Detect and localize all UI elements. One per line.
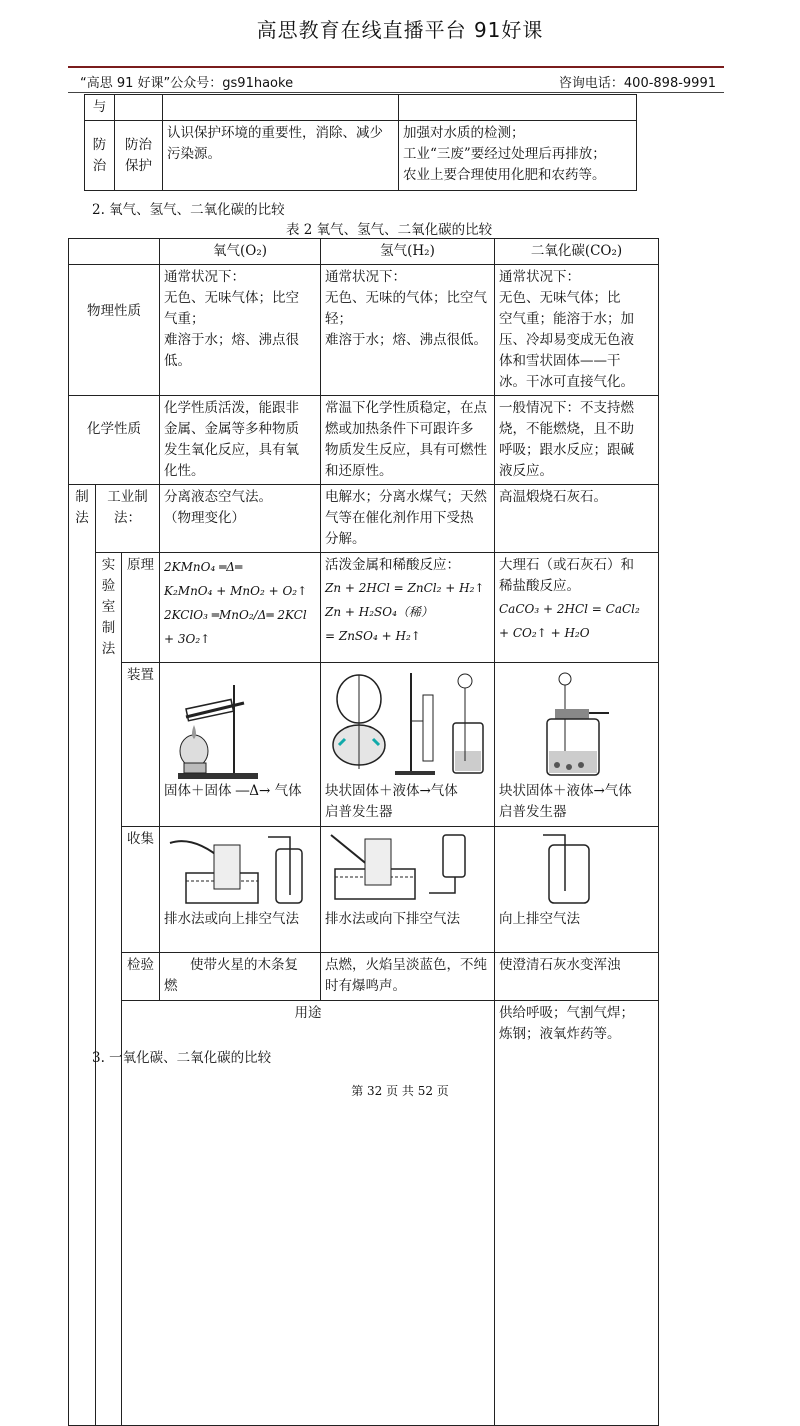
apparatus-o2-caption: 固体＋固体 ―Δ→ 气体 [164,783,302,799]
test-o2-l1: 使带火星的木条复 [190,957,298,973]
principle-co2-eq1: CaCO₃ + 2HCl = CaCl₂ [499,602,640,616]
apparatus-o2 [160,663,321,827]
test-h2-l2: 时有爆鸣声。 [325,978,406,994]
industrial-o2-l2: （物理变化） [164,510,245,526]
industrial-h2-l1: 电解水；分离水煤气；天然 [325,489,487,505]
physical-o2-l4: 难溶于水；熔、沸点很 [164,332,299,348]
physical-h2-l3: 轻； [325,311,352,327]
top-r2c4-l2: 工业“三废”要经过处理后再排放； [403,146,606,162]
use-o2-l2: 炼钢；液氧炸药等。 [499,1026,621,1042]
physical-h2 [321,265,495,396]
chemical-co2-l1: 一般情况下：不支持燃 [499,400,634,416]
top-table [84,94,637,191]
physical-h2-l2: 无色、无味的气体；比空气 [325,290,487,306]
top-r2c4-l1: 加强对水质的检测； [403,125,525,141]
physical-co2-l4: 压、冷却易变成无色液 [499,332,634,348]
principle-o2-eq2: K₂MnO₄ + MnO₂ + O₂↑ [164,584,308,598]
collect-o2-caption: 排水法或向上排空气法 [164,911,299,927]
page-footer: 第 32 页 共 52 页 [351,1084,449,1098]
physical-co2-l3: 空气重；能溶于水；加 [499,311,634,327]
test-o2-l2: 燃 [164,978,178,994]
apparatus-h2-caption1: 块状固体＋液体→气体 [325,783,458,799]
industrial-h2 [321,485,495,553]
chemical-h2-l3: 物质发生反应，具有可燃性 [325,442,487,458]
use-o2 [495,1001,659,1426]
top-r2c1: 防治 [85,121,115,191]
apparatus-co2-caption1: 块状固体＋液体→气体 [499,783,632,799]
physical-o2-l5: 低。 [164,353,191,369]
collect-co2-caption: 向上排空气法 [499,911,580,927]
top-r2c4 [399,121,637,191]
col-o2: 氧气(O₂) [160,239,321,265]
chemical-h2-l4: 和还原性。 [325,463,393,479]
industrial-o2 [160,485,321,553]
header-divider [68,66,724,68]
use-o2-l1: 供给呼吸；气割气焊； [499,1005,634,1021]
industrial-co2-l1: 高温煅烧石灰石。 [499,489,607,505]
top-r2c2: 防治保护 [115,121,163,191]
principle-co2 [495,553,659,663]
chemical-o2-l3: 发生氧化反应，具有氧 [164,442,299,458]
principle-h2 [321,553,495,663]
industrial-co2 [495,485,659,553]
collect-o2 [160,827,321,953]
principle-h2-text: 活泼金属和稀酸反应： [325,557,460,573]
section-3-heading: 3. 一氧化碳、二氧化碳的比较 [92,1050,272,1066]
chemical-o2-l1: 化学性质活泼，能跟非 [164,400,299,416]
section-2-heading: 2. 氧气、氢气、二氧化碳的比较 [92,202,285,218]
co2-generator-diagram [499,665,653,781]
page-header-title: 高思教育在线直播平台 91好课 [256,18,544,42]
industrial-o2-l1: 分离液态空气法。 [164,489,272,505]
test-co2-l1: 使澄清石灰水变浑浊 [499,957,621,973]
water-displacement-diagram [164,829,314,909]
chemical-h2-l1: 常温下化学性质稳定，在点 [325,400,487,416]
principle-o2 [160,553,321,663]
top-r2c4-l3: 农业上要合理使用化肥和农药等。 [403,167,606,183]
collect-co2 [495,827,659,953]
principle-h2-eq1: Zn + 2HCl = ZnCl₂ + H₂↑ [325,581,485,595]
top-r1c1: 与 [85,95,115,121]
row-zhifa-label: 制法 [69,485,96,1426]
physical-co2-l5: 体和雪状固体——干 [499,353,621,369]
physical-co2-l6: 冰。干冰可直接气化。 [499,374,634,390]
physical-o2-l1: 通常状况下： [164,269,245,285]
chemical-co2-l2: 烧，不能燃烧，且不助 [499,421,634,437]
chemical-o2-l2: 金属、金属等多种物质 [164,421,299,437]
row-industrial-label: 工业制法： [96,485,160,553]
physical-o2-l3: 气重； [164,311,205,327]
row-lab-label: 实验室制法 [96,553,122,1426]
test-co2 [495,953,659,1001]
apparatus-co2 [495,663,659,827]
row-apparatus-label: 装置 [122,663,160,827]
chemical-co2 [495,396,659,485]
row-collect-label: 收集 [122,827,160,953]
industrial-h2-l2: 气等在催化剂作用下受热 [325,510,474,526]
chemical-h2 [321,396,495,485]
principle-co2-text2: 稀盐酸反应。 [499,578,580,594]
collect-h2-caption: 排水法或向下排空气法 [325,911,460,927]
principle-h2-eq3: = ZnSO₄ + H₂↑ [325,629,421,643]
physical-h2-l4: 难溶于水；熔、沸点很低。 [325,332,487,348]
principle-co2-text1: 大理石（或石灰石）和 [499,557,634,573]
chemical-o2-l4: 化性。 [164,463,205,479]
chemical-co2-l3: 呼吸；跟水反应；跟碱 [499,442,634,458]
principle-co2-eq2: + CO₂↑ + H₂O [499,626,590,640]
chemical-o2 [160,396,321,485]
physical-co2 [495,265,659,396]
test-o2 [160,953,321,1001]
header-phone: 咨询电话：400-898-9991 [558,76,716,91]
downward-displacement-diagram [325,829,491,909]
test-h2-l1: 点燃，火焰呈淡蓝色，不纯 [325,957,487,973]
apparatus-co2-caption2: 启普发生器 [499,804,567,820]
row-physical-label: 物理性质 [69,265,160,396]
physical-h2-l1: 通常状况下： [325,269,406,285]
heating-apparatus-diagram [164,665,314,781]
col-co2: 二氧化碳(CO₂) [495,239,659,265]
row-test-label: 检验 [122,953,160,1001]
industrial-h2-l3: 分解。 [325,531,366,547]
physical-co2-l1: 通常状况下： [499,269,580,285]
row-use-label: 用途 [122,1001,495,1426]
apparatus-h2 [321,663,495,827]
physical-o2-l2: 无色、无味气体；比空 [164,290,299,306]
test-h2 [321,953,495,1001]
kipp-generator-diagram [325,665,491,781]
header-rule [68,92,724,93]
row-principle-label: 原理 [122,553,160,663]
principle-h2-eq2: Zn + H₂SO₄（稀） [325,605,433,619]
principle-o2-eq1: 2KMnO₄ ═Δ═ [164,560,243,574]
chemical-h2-l2: 燃或加热条件下可跟许多 [325,421,474,437]
chemical-co2-l4: 液反应。 [499,463,553,479]
table-caption: 表 2 氧气、氢气、二氧化碳的比较 [286,222,493,238]
collect-h2 [321,827,495,953]
top-r2c3: 认识保护环境的重要性，消除、减少污染源。 [163,121,399,191]
physical-co2-l2: 无色、无味气体；比 [499,290,621,306]
header-wechat: “高思 91 好课”公众号：gs91haoke [80,76,294,91]
row-chemical-label: 化学性质 [69,396,160,485]
apparatus-h2-caption2: 启普发生器 [325,804,393,820]
physical-o2 [160,265,321,396]
upward-displacement-diagram [499,829,653,909]
col-h2: 氢气(H₂) [321,239,495,265]
comparison-table [68,238,659,1426]
principle-o2-eq3: 2KClO₃ ═MnO₂/Δ═ 2KCl + 3O₂↑ [164,608,307,646]
